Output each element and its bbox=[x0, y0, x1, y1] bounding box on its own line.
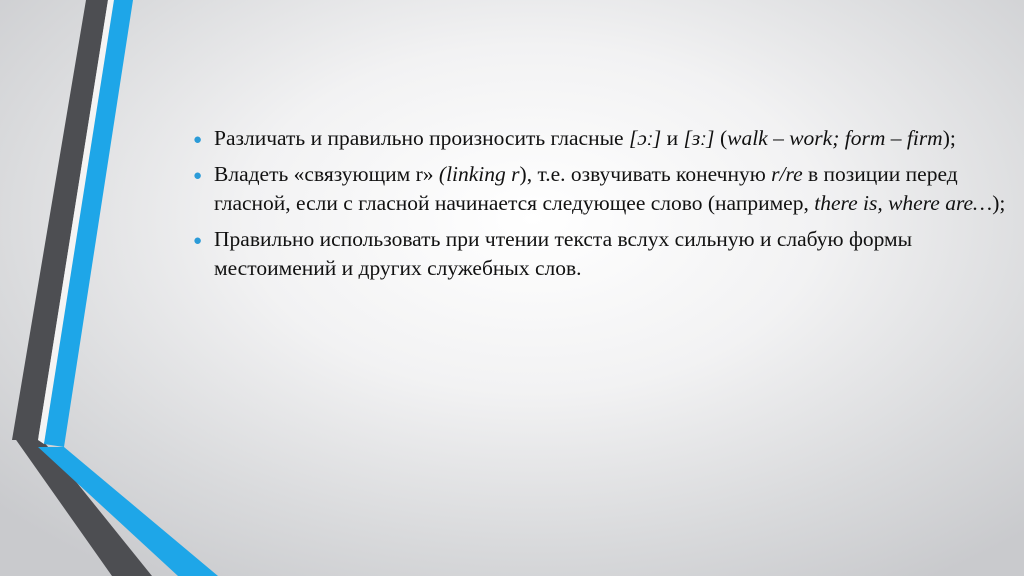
bullet-item-1: ● Различать и правильно произносить гласные [ɔː] и [ɜː] (walk – work; form – firm); bbox=[192, 124, 1016, 153]
slide-content bbox=[192, 124, 1016, 290]
bullet-dot-icon: ● bbox=[193, 233, 203, 249]
bullet-dot-icon: ● bbox=[193, 132, 203, 148]
bullet-dot-icon: ● bbox=[193, 168, 203, 184]
bullet-list bbox=[192, 124, 1016, 283]
bullet-item-3: ● Правильно использовать при чтении текста вслух сильную и слабую формы местоимений и других служебных слов. bbox=[193, 227, 913, 280]
bullet-item-2: ● Владеть «связующим r» (linking r), т.е. озвучивать конечную r/re в позиции перед гласной, если с гласной начинается следующее слово (например, there is, where are…); bbox=[193, 162, 1006, 215]
